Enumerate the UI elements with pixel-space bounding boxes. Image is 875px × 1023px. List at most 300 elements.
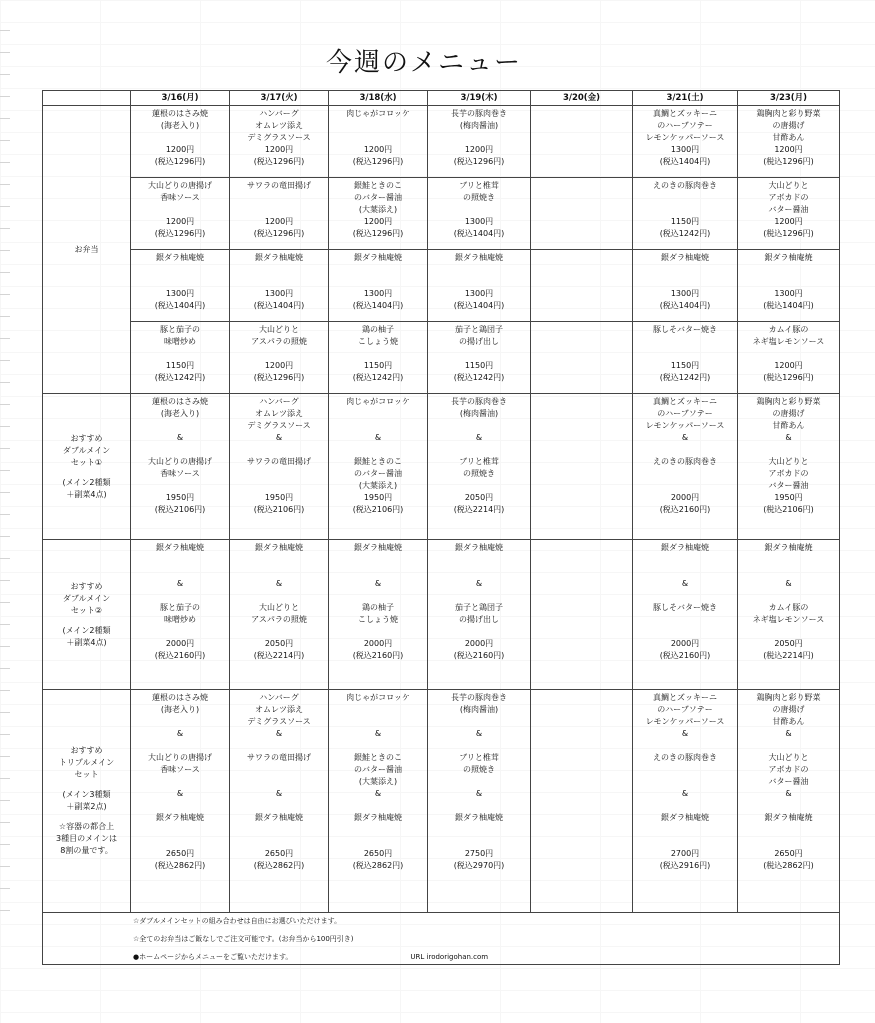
set-cell	[428, 540, 531, 690]
menu-cell	[531, 322, 633, 394]
ampersand: &	[374, 433, 382, 442]
dish-name: デミグラスソース	[247, 133, 311, 142]
row-label-sub: ＋副菜4点)	[66, 637, 107, 647]
dish-name: バター醤油	[768, 777, 809, 786]
menu-cell	[738, 322, 840, 394]
dish-name: バター醤油	[768, 481, 809, 490]
dish-name: 大山どりの唐揚げ	[148, 753, 212, 762]
price: 1200円	[363, 217, 393, 226]
dish-name: オムレツ添え	[255, 121, 303, 130]
price-tax: (税込1404円)	[453, 229, 505, 238]
dish-name: 香味ソース	[160, 765, 200, 774]
dish-name: アボカドの	[768, 765, 809, 774]
price: 1950円	[774, 493, 803, 502]
set-cell	[329, 690, 428, 913]
set-cell	[633, 394, 738, 540]
set-cell	[131, 540, 230, 690]
dish-name: ブリと椎茸	[459, 753, 499, 762]
menu-cell	[230, 106, 329, 178]
corner-cell	[43, 91, 131, 106]
menu-cell	[633, 178, 738, 250]
dish-name: ハンバーグ	[259, 397, 299, 406]
price: 1150円	[165, 361, 195, 370]
dish-name: 大山どりと	[768, 181, 809, 190]
bento-row	[43, 106, 840, 178]
menu-cell	[230, 250, 329, 322]
price: 2650円	[264, 849, 294, 858]
dish-name: の唐揚げ	[772, 705, 805, 714]
row-label-text: ダブルメイン	[62, 593, 111, 603]
dish-name: 蓮根のはさみ焼	[152, 397, 208, 406]
price: 2000円	[670, 639, 700, 648]
price: 2000円	[464, 639, 494, 648]
dish-name: えのきの豚肉巻き	[653, 753, 717, 762]
dish-name: 長芋の豚肉巻き	[451, 109, 507, 118]
price-tax: (税込2214円)	[253, 651, 305, 660]
dish-name: 大山どりの唐揚げ	[148, 457, 212, 466]
ampersand: &	[785, 579, 792, 588]
day-header: 3/23(月)	[738, 91, 840, 106]
price-tax: (税込1296円)	[453, 157, 505, 166]
price-tax: (税込1242円)	[453, 373, 505, 382]
price-tax: (税込1296円)	[154, 229, 206, 238]
dish-name: ブリと椎茸	[459, 181, 499, 190]
price: 1200円	[774, 361, 803, 370]
dish-name: ハンバーグ	[259, 693, 299, 702]
price-tax: (税込1404円)	[659, 301, 711, 310]
dish-name: 豚しそバター焼き	[653, 603, 717, 612]
dish-name: アボカドの	[768, 193, 809, 202]
menu-cell	[633, 106, 738, 178]
header-row	[43, 91, 840, 106]
price-tax: (税込2160円)	[154, 651, 206, 660]
dish-name: 銀ダラ柚庵焼	[354, 813, 402, 822]
price: 2000円	[165, 639, 195, 648]
menu-cell	[131, 250, 230, 322]
ampersand: &	[374, 579, 382, 588]
dish-name: の唐揚げ	[772, 121, 805, 130]
row-label-triple	[43, 690, 131, 913]
dish-name: の唐揚げ	[772, 409, 805, 418]
footer-row	[43, 913, 840, 965]
dish-name: 銀鮭ときのこ	[354, 753, 402, 762]
dish-name: 銀ダラ柚庵焼	[764, 253, 813, 262]
price: 1150円	[670, 217, 700, 226]
price-tax: (税込2862円)	[253, 861, 305, 870]
row-label-text: おすすめ	[70, 746, 103, 755]
menu-cell	[230, 322, 329, 394]
dish-name: えのきの豚肉巻き	[653, 457, 717, 466]
price: 1950円	[165, 493, 195, 502]
dish-name: ハンバーグ	[259, 109, 299, 118]
dish-name: 真鯛とズッキーニ	[653, 693, 717, 702]
day-header: 3/17(火)	[230, 91, 329, 106]
row-label-text: トリプルメイン	[58, 758, 115, 767]
set-cell	[230, 540, 329, 690]
ampersand: &	[374, 729, 382, 738]
dish-name: 肉じゃがコロッケ	[346, 397, 410, 406]
dish-name: 鶏の柚子	[362, 325, 394, 334]
dish-name: 銀ダラ柚庵焼	[661, 813, 709, 822]
dish-name: アボカドの	[768, 469, 809, 478]
dish-name: 肉じゃがコロッケ	[346, 693, 410, 702]
set-cell	[428, 394, 531, 540]
day-header: 3/20(金)	[531, 91, 633, 106]
day-header: 3/16(月)	[131, 91, 230, 106]
dish-name: の揚げ出し	[459, 337, 499, 346]
menu-cell	[131, 322, 230, 394]
dish-name: (梅肉醤油)	[459, 409, 499, 418]
set-cell	[428, 690, 531, 913]
set-cell	[738, 540, 840, 690]
price-tax: (税込2214円)	[453, 505, 505, 514]
dish-name: 鶏胸肉と彩り野菜	[756, 693, 821, 702]
ampersand: &	[475, 579, 483, 588]
menu-cell	[329, 106, 428, 178]
footer-note-combination: ☆ダブルメインセットの組み合わせは自由にお選びいただけます。	[133, 917, 342, 925]
set-cell	[531, 394, 633, 540]
dish-name: アスパラの照焼	[251, 615, 307, 624]
row-label-sub: ＋副菜2点)	[66, 802, 107, 811]
set-cell	[131, 394, 230, 540]
price-tax: (税込1242円)	[352, 373, 404, 382]
dish-name: 大山どりと	[259, 325, 299, 334]
menu-cell	[428, 178, 531, 250]
price-tax: (税込2160円)	[453, 651, 505, 660]
dish-name: のバター醤油	[354, 193, 402, 202]
menu-cell	[329, 322, 428, 394]
dish-name: デミグラスソース	[247, 421, 311, 430]
ampersand: &	[176, 579, 184, 588]
dish-name: 香味ソース	[160, 469, 200, 478]
menu-cell	[738, 106, 840, 178]
dish-name: 甘酢あん	[772, 421, 805, 430]
ampersand: &	[176, 433, 184, 442]
dish-name: 味噌炒め	[164, 615, 196, 624]
dish-name: ネギ塩レモンソース	[752, 615, 825, 624]
dish-name: 鶏の柚子	[362, 603, 394, 612]
dish-name: サワラの竜田揚げ	[247, 753, 311, 762]
dish-name: 銀ダラ柚庵焼	[255, 543, 303, 552]
menu-cell	[329, 178, 428, 250]
dish-name: 真鯛とズッキーニ	[653, 397, 717, 406]
price-tax: (税込1296円)	[352, 229, 404, 238]
dish-name: 味噌炒め	[164, 337, 196, 346]
dish-name: 甘酢あん	[772, 717, 805, 726]
dish-name: (海老入り)	[160, 121, 200, 130]
dish-name: オムレツ添え	[255, 409, 303, 418]
footer-note-homepage: ●ホームページからメニューをご覧いただけます。	[133, 953, 293, 961]
dish-name: 銀ダラ柚庵焼	[255, 253, 303, 262]
price: 1300円	[670, 289, 700, 298]
ampersand: &	[681, 579, 689, 588]
menu-cell	[131, 106, 230, 178]
menu-cell	[531, 250, 633, 322]
price: 1300円	[264, 289, 294, 298]
price: 1200円	[264, 361, 294, 370]
price-tax: (税込1404円)	[763, 301, 814, 310]
price-tax: (税込1296円)	[763, 373, 814, 382]
price: 1200円	[363, 145, 393, 154]
dish-name: 銀ダラ柚庵焼	[455, 253, 503, 262]
dish-name: (大葉添え)	[358, 481, 398, 490]
dish-name: 甘酢あん	[772, 133, 805, 142]
ampersand: &	[785, 433, 792, 442]
menu-cell	[131, 178, 230, 250]
dish-name: (大葉添え)	[358, 205, 398, 214]
dish-name: のハーブソテー	[657, 409, 713, 418]
menu-cell	[531, 178, 633, 250]
dish-name: の揚げ出し	[459, 615, 499, 624]
ampersand: &	[275, 579, 283, 588]
price-tax: (税込1296円)	[154, 157, 206, 166]
dish-name: 肉じゃがコロッケ	[346, 109, 410, 118]
menu-cell	[230, 178, 329, 250]
dish-name: 銀ダラ柚庵焼	[455, 813, 503, 822]
dish-name: レモンケッパーソース	[645, 717, 725, 726]
dish-name: 銀ダラ柚庵焼	[661, 253, 709, 262]
set-cell	[131, 690, 230, 913]
dish-name: の照焼き	[463, 193, 495, 202]
dish-name: ブリと椎茸	[459, 457, 499, 466]
price-tax: (税込2106円)	[763, 505, 814, 514]
set-cell	[531, 540, 633, 690]
set-cell	[230, 690, 329, 913]
price: 1300円	[774, 289, 803, 298]
day-header: 3/19(木)	[428, 91, 531, 106]
ampersand: &	[275, 789, 283, 798]
bento-row	[43, 178, 840, 250]
price-tax: (税込1296円)	[763, 157, 814, 166]
price: 2050円	[264, 639, 294, 648]
set-cell	[633, 690, 738, 913]
dish-name: レモンケッパーソース	[645, 133, 725, 142]
dish-name: 大山どりと	[768, 753, 809, 762]
dish-name: 銀ダラ柚庵焼	[156, 813, 204, 822]
dish-name: オムレツ添え	[255, 705, 303, 714]
day-header: 3/18(水)	[329, 91, 428, 106]
price-tax: (税込1242円)	[659, 373, 711, 382]
menu-cell	[329, 250, 428, 322]
row-label-text: お弁当	[74, 244, 99, 254]
price-tax: (税込2160円)	[659, 505, 711, 514]
dish-name: 銀ダラ柚庵焼	[764, 543, 813, 552]
price-tax: (税込2916円)	[659, 861, 711, 870]
price: 1950円	[264, 493, 294, 502]
dish-name: (大葉添え)	[358, 777, 398, 786]
double2-row	[43, 540, 840, 690]
row-header-strip	[0, 30, 10, 930]
ampersand: &	[681, 789, 689, 798]
price: 1300円	[165, 289, 195, 298]
dish-name: こしょう焼	[358, 615, 398, 624]
ampersand: &	[374, 789, 382, 798]
price-tax: (税込2160円)	[659, 651, 711, 660]
row-label-text: セット①	[70, 457, 103, 467]
price-tax: (税込1404円)	[154, 301, 206, 310]
price-tax: (税込1404円)	[659, 157, 711, 166]
price-tax: (税込2160円)	[352, 651, 404, 660]
row-label-text: セット	[74, 770, 99, 779]
price: 2000円	[670, 493, 700, 502]
price: 1200円	[165, 145, 195, 154]
price: 1150円	[670, 361, 700, 370]
dish-name: デミグラスソース	[247, 717, 311, 726]
dish-name: のバター醤油	[354, 765, 402, 774]
footer-notes	[43, 913, 840, 965]
dish-name: のバター醤油	[354, 469, 402, 478]
price-tax: (税込2106円)	[253, 505, 305, 514]
row-label-sub: (メイン3種類	[62, 790, 111, 799]
row-label-sub: (メイン2種類	[62, 625, 111, 635]
dish-name: 茄子と鶏団子	[455, 603, 503, 612]
triple-row	[43, 690, 840, 913]
ampersand: &	[785, 729, 792, 738]
set-cell	[738, 394, 840, 540]
price-tax: (税込1296円)	[253, 229, 305, 238]
menu-cell	[531, 106, 633, 178]
price: 1200円	[165, 217, 195, 226]
dish-name: 銀ダラ柚庵焼	[354, 543, 402, 552]
footer-note-no-rice: ☆全てのお弁当はご飯なしでご注文可能です。(お弁当から100円引き)	[133, 935, 354, 943]
set-cell	[633, 540, 738, 690]
price-tax: (税込1296円)	[352, 157, 404, 166]
price-tax: (税込1242円)	[154, 373, 206, 382]
row-label-text: おすすめ	[70, 581, 103, 591]
dish-name: 銀鮭ときのこ	[354, 457, 402, 466]
dish-name: 銀ダラ柚庵焼	[661, 543, 709, 552]
price-tax: (税込2862円)	[154, 861, 206, 870]
ampersand: &	[475, 789, 483, 798]
price-tax: (税込1296円)	[253, 157, 305, 166]
dish-name: 豚と茄子の	[160, 325, 200, 334]
bento-row	[43, 322, 840, 394]
price: 1300円	[670, 145, 700, 154]
double1-row	[43, 394, 840, 540]
row-label-double1	[43, 394, 131, 540]
dish-name: 茄子と鶏団子	[455, 325, 503, 334]
dish-name: の照焼き	[463, 469, 495, 478]
dish-name: 銀ダラ柚庵焼	[455, 543, 503, 552]
price-tax: (税込1404円)	[253, 301, 305, 310]
dish-name: カムイ豚の	[768, 603, 809, 612]
price: 1150円	[363, 361, 393, 370]
footer-url: URL irodorigohan.com	[410, 953, 489, 961]
dish-name: 長芋の豚肉巻き	[451, 693, 507, 702]
row-label-text: ダブルメイン	[62, 445, 111, 455]
set-cell	[329, 394, 428, 540]
dish-name: 大山どりの唐揚げ	[148, 181, 212, 190]
menu-cell	[428, 322, 531, 394]
set-cell	[738, 690, 840, 913]
price: 2700円	[670, 849, 700, 858]
row-label-text: セット②	[70, 605, 103, 615]
ampersand: &	[176, 729, 184, 738]
dish-name: 銀鮭ときのこ	[354, 181, 402, 190]
price-tax: (税込1404円)	[453, 301, 505, 310]
row-label-sub: ＋副菜4点)	[66, 489, 107, 499]
price: 1300円	[363, 289, 393, 298]
price: 1150円	[464, 361, 494, 370]
price-tax: (税込1242円)	[659, 229, 711, 238]
row-label-bento	[43, 106, 131, 394]
row-label-note: ☆容器の都合上	[58, 822, 115, 831]
dish-name: ネギ塩レモンソース	[752, 337, 825, 346]
price: 1200円	[774, 217, 803, 226]
dish-name: (梅肉醤油)	[459, 121, 499, 130]
set-cell	[531, 690, 633, 913]
ampersand: &	[475, 433, 483, 442]
price-tax: (税込2106円)	[154, 505, 206, 514]
menu-cell	[738, 178, 840, 250]
ampersand: &	[176, 789, 184, 798]
menu-cell	[428, 250, 531, 322]
dish-name: 蓮根のはさみ焼	[152, 693, 208, 702]
dish-name: のハーブソテー	[657, 705, 713, 714]
dish-name: 長芋の豚肉巻き	[451, 397, 507, 406]
dish-name: (梅肉醤油)	[459, 705, 499, 714]
row-label-sub: (メイン2種類	[62, 477, 111, 487]
price-tax: (税込2862円)	[352, 861, 404, 870]
row-label-double2	[43, 540, 131, 690]
dish-name: サワラの竜田揚げ	[247, 457, 311, 466]
price-tax: (税込1296円)	[253, 373, 305, 382]
price: 1300円	[464, 289, 494, 298]
price: 2750円	[464, 849, 494, 858]
price: 2050円	[464, 493, 494, 502]
price: 1200円	[264, 217, 294, 226]
dish-name: バター醤油	[768, 205, 809, 214]
dish-name: アスパラの照焼	[251, 337, 307, 346]
price-tax: (税込2214円)	[763, 651, 814, 660]
dish-name: 銀ダラ柚庵焼	[255, 813, 303, 822]
weekly-menu-table	[42, 90, 840, 965]
dish-name: サワラの竜田揚げ	[247, 181, 311, 190]
price: 2650円	[774, 849, 803, 858]
dish-name: 豚しそバター焼き	[653, 325, 717, 334]
dish-name: (海老入り)	[160, 705, 200, 714]
dish-name: えのきの豚肉巻き	[653, 181, 717, 190]
set-cell	[230, 394, 329, 540]
dish-name: (海老入り)	[160, 409, 200, 418]
price-tax: (税込2862円)	[763, 861, 814, 870]
dish-name: 銀ダラ柚庵焼	[156, 543, 204, 552]
dish-name: 大山どりと	[259, 603, 299, 612]
menu-cell	[428, 106, 531, 178]
dish-name: 豚と茄子の	[160, 603, 200, 612]
bento-row	[43, 250, 840, 322]
dish-name: カムイ豚の	[768, 325, 809, 334]
dish-name: の照焼き	[463, 765, 495, 774]
menu-cell	[738, 250, 840, 322]
price: 2000円	[363, 639, 393, 648]
price-tax: (税込2970円)	[453, 861, 505, 870]
menu-cell	[633, 322, 738, 394]
ampersand: &	[681, 729, 689, 738]
dish-name: 銀ダラ柚庵焼	[156, 253, 204, 262]
price: 2650円	[363, 849, 393, 858]
price: 1300円	[464, 217, 494, 226]
dish-name: 鶏胸肉と彩り野菜	[756, 397, 821, 406]
dish-name: 銀ダラ柚庵焼	[354, 253, 402, 262]
dish-name: 銀ダラ柚庵焼	[764, 813, 813, 822]
ampersand: &	[475, 729, 483, 738]
row-label-note: 8割の量です。	[60, 846, 113, 855]
day-header: 3/21(土)	[633, 91, 738, 106]
dish-name: 大山どりと	[768, 457, 809, 466]
set-cell	[329, 540, 428, 690]
price: 1950円	[363, 493, 393, 502]
